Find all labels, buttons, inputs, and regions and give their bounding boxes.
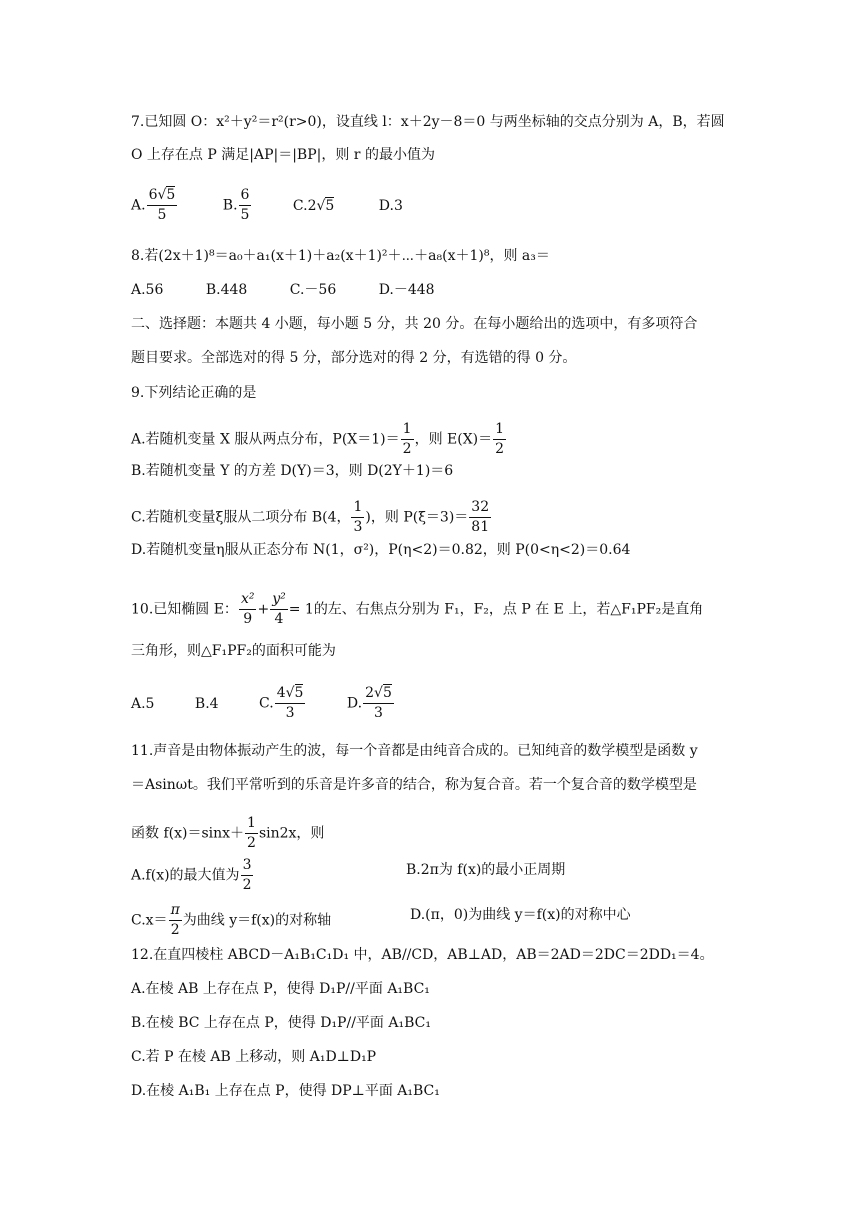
q10-line2: 三角形，则△F₁PF₂的面积可能为 [131, 643, 336, 659]
q11-option-b: B.2π为 f(x)的最小正周期 [406, 862, 566, 878]
q11-option-a: A.f(x)的最大值为 $\frac{3}{2}$ [131, 857, 252, 893]
q8-stem: 8.若(2x＋1)⁸＝a₀＋a₁(x＋1)＋a₂(x＋1)²＋⋯＋a₈(x＋1)⁸，则 a₃＝ [131, 248, 550, 264]
q9-option-a: A.若随机变量 X 服从两点分布，P(X＝1)＝ $\frac{1}{2}$ ，则 E(X)＝ $\frac{1}{2}$ [131, 421, 505, 457]
q8-option-d: D.－448 [378, 282, 435, 298]
q12-option-a: A.在棱 AB 上存在点 P，使得 D₁P//平面 A₁BC₁ [131, 981, 430, 997]
section2-line2: 题目要求。全部选对的得 5 分，部分选对的得 2 分，有选错的得 0 分。 [131, 350, 577, 366]
section2-line1: 二、选择题：本题共 4 小题，每小题 5 分，共 20 分。在每小题给出的选项中，有多项符合 [131, 316, 698, 332]
q9-option-d: D.若随机变量η服从正态分布 N(1，σ²)，P(η<2)＝0.82，则 P(0<η<2)＝0.64 [131, 542, 631, 558]
q10-options [131, 684, 395, 723]
q8-options [131, 280, 435, 300]
q10-line1: 10.已知椭圆 E： $\frac{\text{x²}}{9}$ + $\frac{\text{y²}}{4}$ = 1的左、右焦点分别为 F₁，F₂，点 P 在 E 上，若△F₁PF₂是直角 [131, 591, 704, 627]
q7-option-a: A. $\frac{6√ 5}{5}$ [131, 186, 178, 225]
q11-line3: 函数 f(x)＝sinx＋ $\frac{1}{2}$ sin2x，则 [131, 815, 325, 851]
q9-option-c: C.若随机变量ξ服从二项分布 B(4， $\frac{1}{3}$ )，则 P(ξ＝3)＝ $\frac{32}{81}$ [131, 499, 490, 535]
q12-option-d: D.在棱 A₁B₁ 上存在点 P，使得 DP⊥平面 A₁BC₁ [131, 1083, 440, 1099]
q8-option-a: A.56 [131, 282, 164, 298]
q12-stem: 12.在直四棱柱 ABCD－A₁B₁C₁D₁ 中，AB//CD，AB⊥AD，AB＝2AD＝2DC＝2DD₁＝4。 [131, 947, 714, 963]
q10-option-b: B.4 [194, 695, 219, 712]
q10-option-a: A.5 [131, 695, 155, 712]
q7-option-b: B. $\frac{6}{5}$ [222, 187, 250, 223]
q8-option-b: B.448 [205, 282, 248, 298]
q10-option-d: D. $\frac{2√ 5}{3}$ [347, 684, 395, 723]
q12-option-b: B.在棱 BC 上存在点 P，使得 D₁P//平面 A₁BC₁ [131, 1015, 431, 1031]
q11-line1: 11.声音是由物体振动产生的波，每一个音都是由纯音合成的。已知纯音的数学模型是函数 y [131, 743, 698, 759]
q11-line2: ＝Asinωt。我们平常听到的乐音是许多音的结合，称为复合音。若一个复合音的数学模型是 [131, 777, 697, 793]
q9-option-b: B.若随机变量 Y 的方差 D(Y)＝3，则 D(2Y＋1)＝6 [131, 463, 454, 479]
q7-option-c: C.2√ 5 [293, 196, 334, 216]
q7-options [131, 186, 403, 225]
q7-option-a-fraction: $\frac{6√ 5}{5}$ [147, 186, 178, 225]
q11-option-d: D.(π，0)为曲线 y＝f(x)的对称中心 [410, 907, 631, 923]
q9-stem: 9.下列结论正确的是 [131, 385, 257, 401]
q11-option-c: C.x＝ $\frac{\pi}{2}$ 为曲线 y＝f(x)的对称轴 [131, 902, 332, 938]
q7-option-b-fraction: $\frac{6}{5}$ [240, 187, 250, 223]
q7-option-d: D.3 [378, 197, 403, 214]
q12-option-c: C.若 P 在棱 AB 上移动，则 A₁D⊥D₁P [131, 1049, 377, 1065]
q7-line1: 7.已知圆 O：x²＋y²＝r²(r>0)，设直线 l：x＋2y－8＝0 与两坐标轴的交点分别为 A，B，若圆 [131, 114, 725, 130]
q8-option-c: C.－56 [289, 282, 337, 298]
q7-line2: O 上存在点 P 满足|AP|＝|BP|，则 r 的最小值为 [131, 147, 435, 163]
q10-option-c: C. $\frac{4√ 5}{3}$ [259, 684, 306, 723]
